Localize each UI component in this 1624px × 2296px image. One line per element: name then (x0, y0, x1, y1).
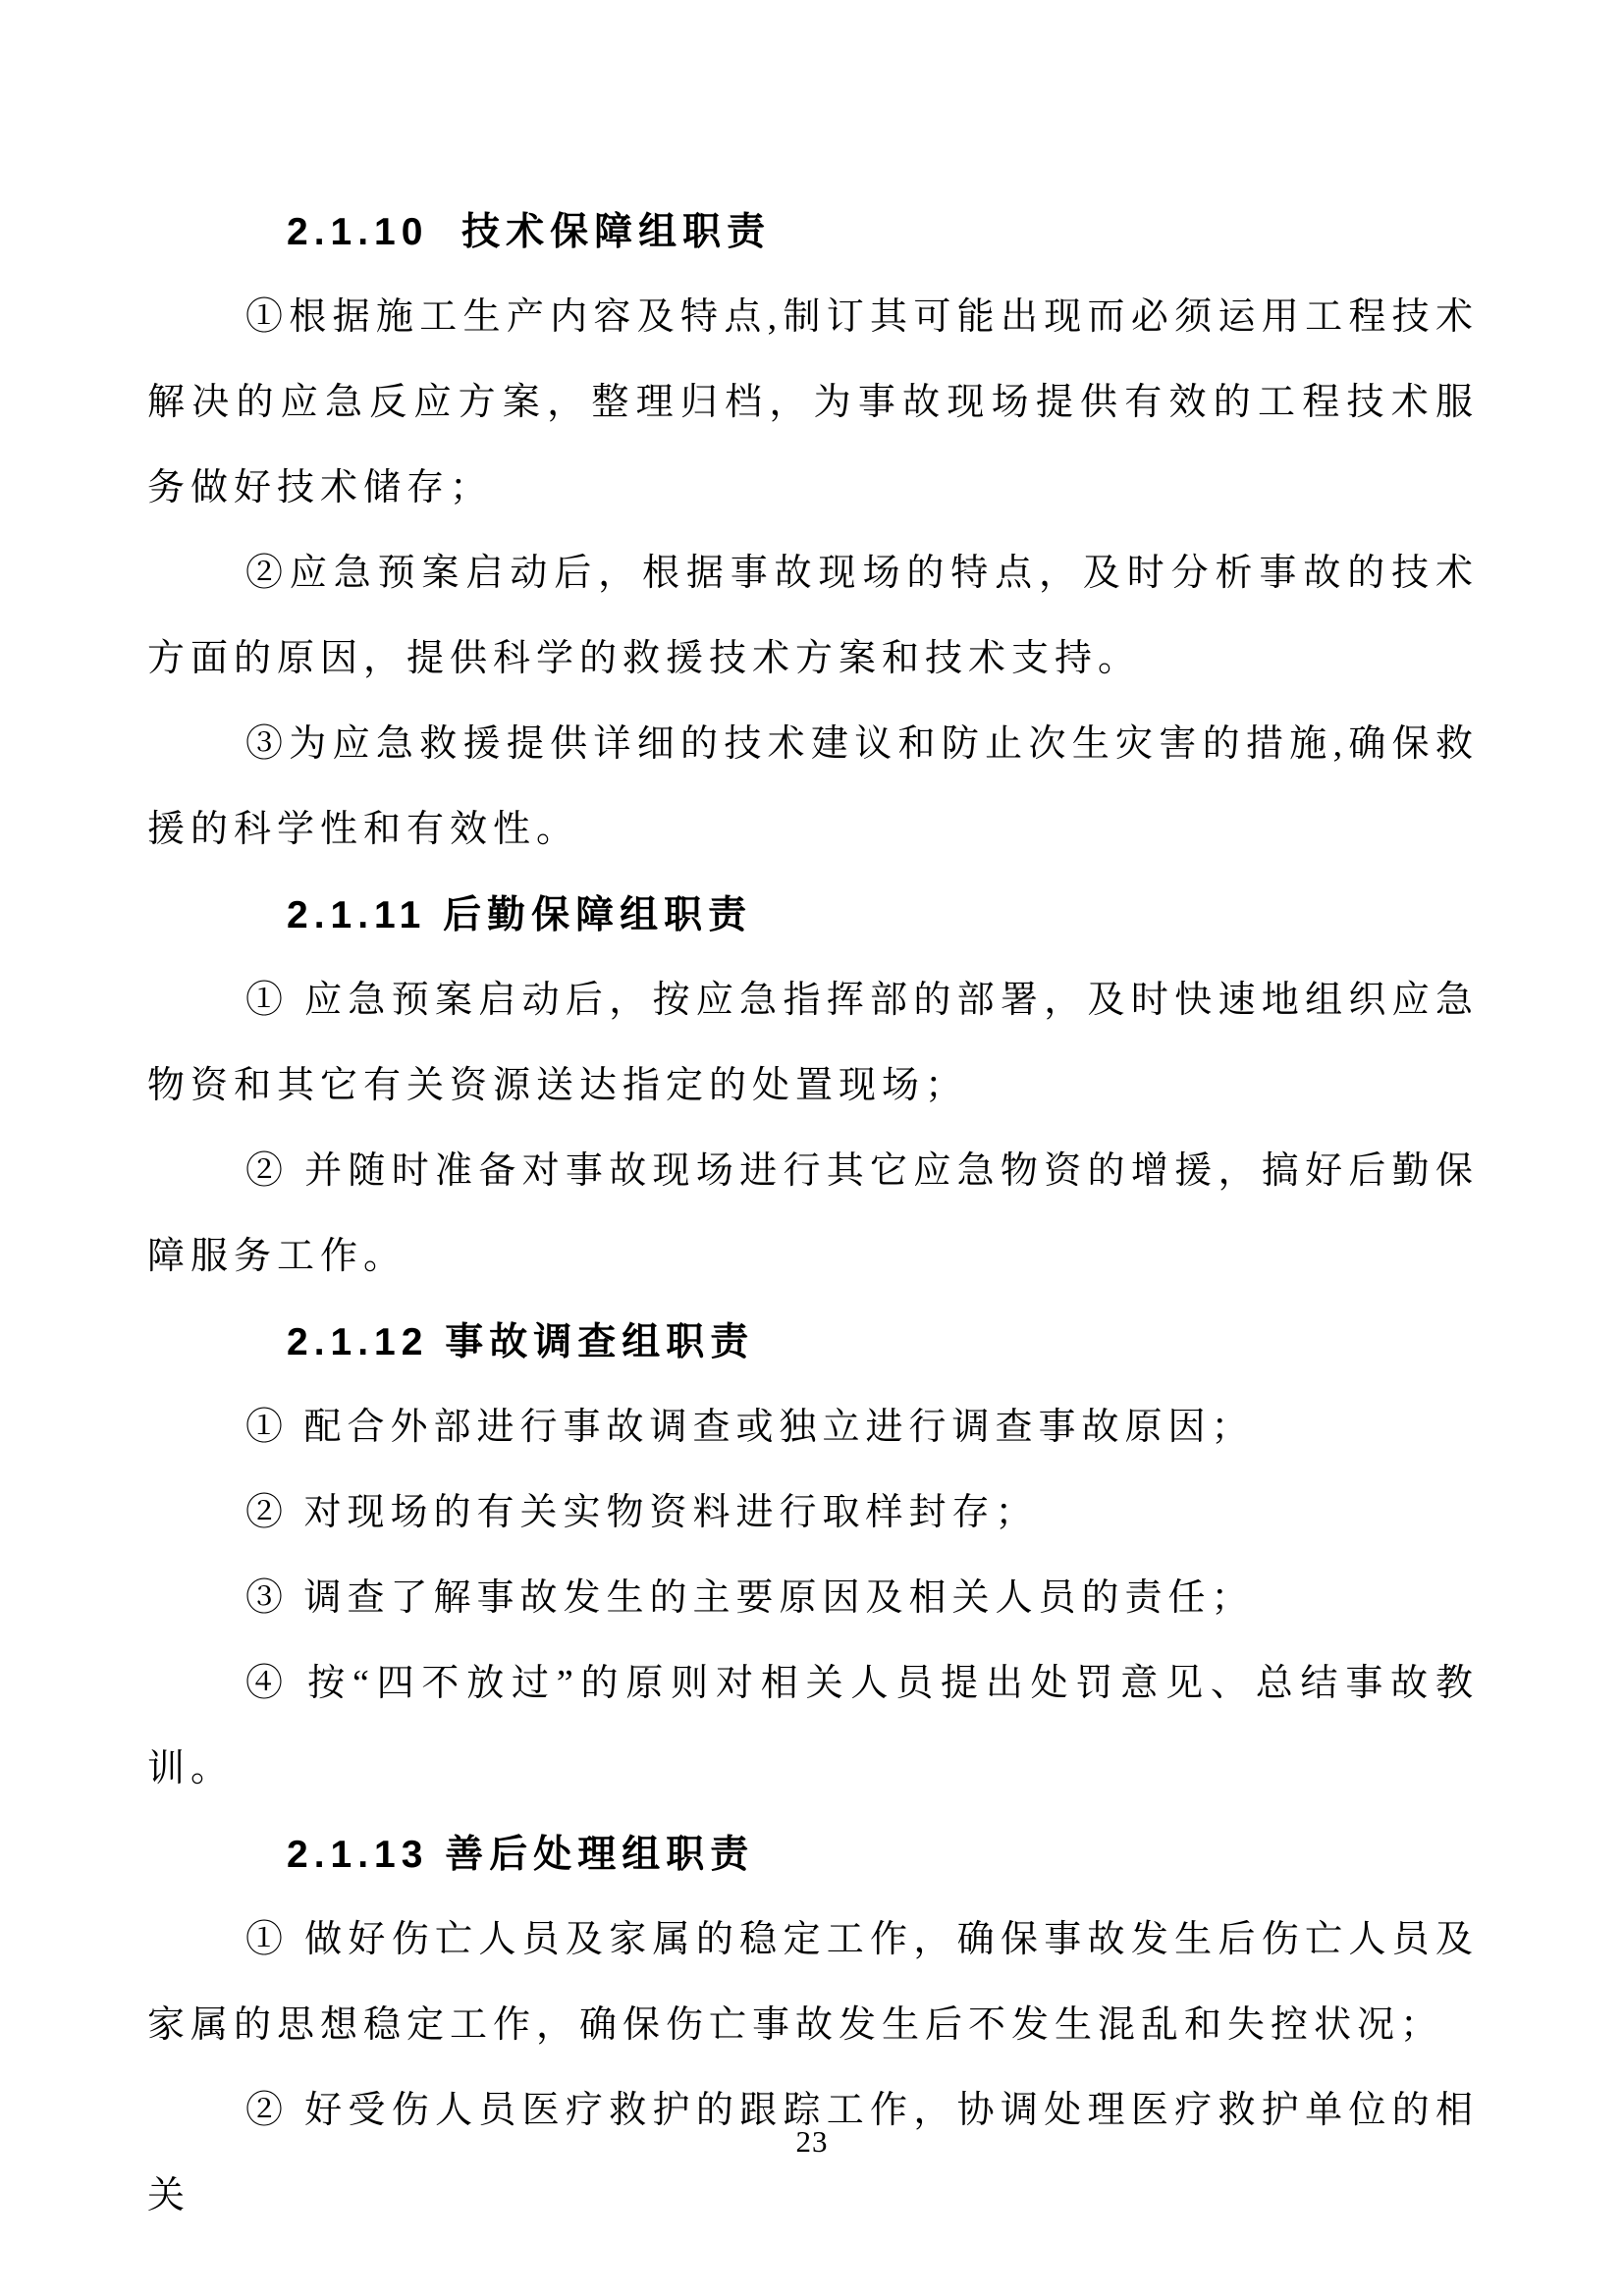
paragraph: ② 对现场的有关实物资料进行取样封存； (245, 1492, 1039, 1533)
document-content (147, 189, 1479, 2239)
paragraph: ①根据施工生产内容及特点,制订其可能出现而必须运用工程技术解决的应急反应方案，整理归档，为事故现场提供有效的工程技术服务做好技术储存； (147, 296, 1479, 508)
paragraph: ② 好受伤人员医疗救护的跟踪工作，协调处理医疗救护单位的相关 (147, 2090, 1479, 2216)
paragraph: ① 配合外部进行事故调查或独立进行调查事故原因； (245, 1407, 1255, 1448)
paragraph: ② 并随时准备对事故现场进行其它应急物资的增援，搞好后勤保障服务工作。 (147, 1150, 1479, 1277)
paragraph: ① 做好伤亡人员及家属的稳定工作，确保事故发生后伤亡人员及家属的思想稳定工作，确保伤亡事故发生后不发生混乱和失控状况； (147, 1919, 1479, 2046)
paragraph: ②应急预案启动后，根据事故现场的特点，及时分析事故的技术方面的原因，提供科学的救援技术方案和技术支持。 (147, 553, 1479, 679)
section-heading-2-1-13: 2.1.13 善后处理组职责 (287, 1834, 755, 1876)
section-heading-2-1-10: 2.1.10 技术保障组职责 (287, 211, 772, 253)
section-heading-2-1-11: 2.1.11 后勤保障组职责 (287, 894, 753, 936)
paragraph: ① 应急预案启动后，按应急指挥部的部署，及时快速地组织应急物资和其它有关资源送达指定的处置现场； (147, 980, 1479, 1106)
paragraph: ③ 调查了解事故发生的主要原因及相关人员的责任； (245, 1577, 1255, 1619)
page-number: 23 (795, 2124, 829, 2159)
section-heading-2-1-12: 2.1.12 事故调查组职责 (287, 1321, 755, 1363)
paragraph: ④ 按“四不放过”的原则对相关人员提出处罚意见、总结事故教训。 (147, 1663, 1479, 1789)
paragraph: ③为应急救援提供详细的技术建议和防止次生灾害的措施,确保救援的科学性和有效性。 (147, 723, 1479, 850)
